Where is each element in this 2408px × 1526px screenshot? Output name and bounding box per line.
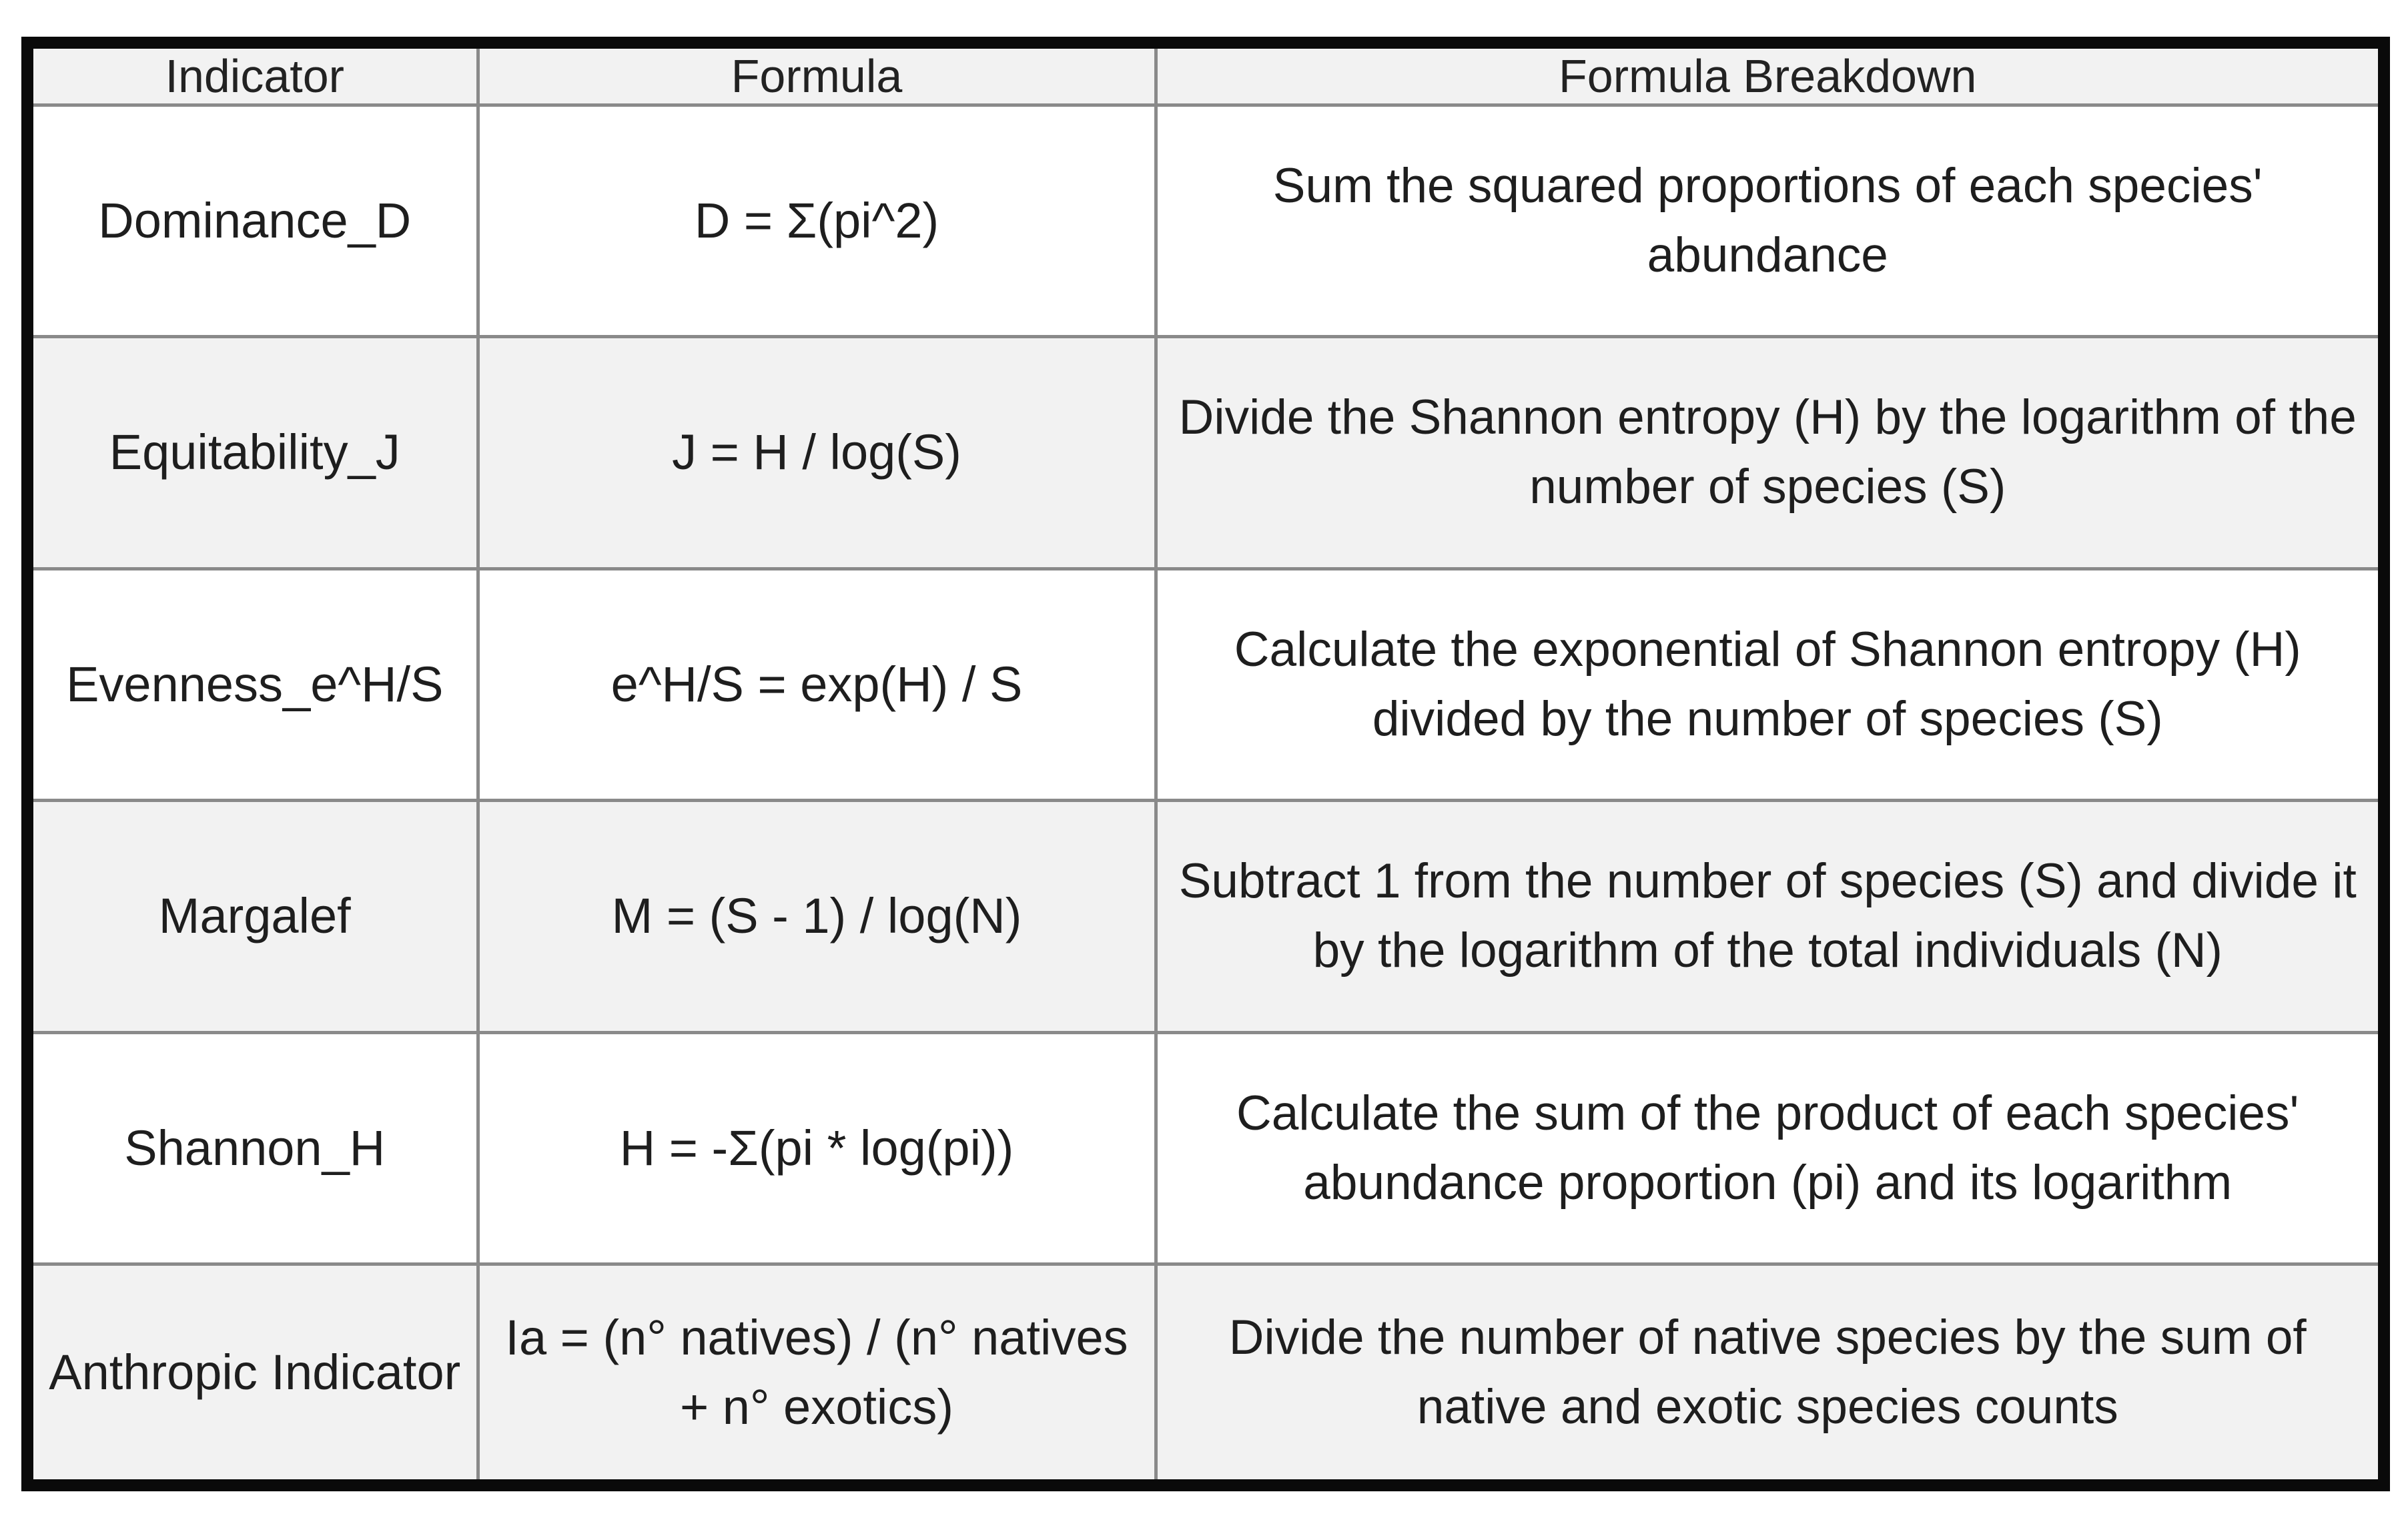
indicator-cell: [33, 568, 478, 801]
header-row: [33, 49, 2378, 105]
breakdown-cell: [1156, 1264, 2378, 1479]
indicator-text: Margalef: [158, 888, 351, 944]
table-row: [33, 801, 2378, 1033]
table-row: [33, 1032, 2378, 1264]
breakdown-text: Divide the number of native species by the sum of native and exotic species counts: [1228, 1310, 2307, 1435]
breakdown-text: Calculate the sum of the product of each species' abundance proportion (pi) and its logarithm: [1236, 1086, 2299, 1210]
breakdown-cell: [1156, 801, 2378, 1033]
indicator-text: Anthropic Indicator: [49, 1345, 461, 1401]
indicator-cell: [33, 801, 478, 1033]
formula-cell: [478, 337, 1156, 569]
breakdown-text: Divide the Shannon entropy (H) by the logarithm of the number of species (S): [1178, 390, 2357, 514]
breakdown-text: Calculate the exponential of Shannon entropy (H) divided by the number of species (S): [1234, 622, 2301, 746]
indicator-text: Equitability_J: [109, 424, 400, 480]
indicator-cell: [33, 1264, 478, 1479]
formula-text: Ia = (n° natives) / (n° natives + n° exotics): [505, 1310, 1128, 1435]
formula-cell: [478, 1264, 1156, 1479]
formula-text: D = Σ(pi^2): [694, 192, 939, 248]
breakdown-text: Subtract 1 from the number of species (S) and divide it by the logarithm of the total individuals (N): [1178, 854, 2357, 978]
formula-text: H = -Σ(pi * log(pi)): [619, 1120, 1014, 1176]
formula-cell: [478, 801, 1156, 1033]
table-row: [33, 568, 2378, 801]
breakdown-cell: [1156, 568, 2378, 801]
table-row: [33, 105, 2378, 337]
formula-cell: [478, 105, 1156, 337]
breakdown-text: Sum the squared proportions of each species' abundance: [1272, 158, 2263, 282]
indicator-table-frame: [21, 37, 2390, 1491]
indicator-text: Evenness_e^H/S: [66, 656, 444, 712]
header-formula: Formula: [478, 49, 1156, 105]
formula-text: e^H/S = exp(H) / S: [611, 656, 1023, 712]
header-formula-breakdown: Formula Breakdown: [1156, 49, 2378, 105]
indicator-cell: [33, 1032, 478, 1264]
header-indicator: Indicator: [33, 49, 478, 105]
table-body: [33, 105, 2378, 1479]
formula-cell: [478, 568, 1156, 801]
table-header: [33, 49, 2378, 105]
formula-cell: [478, 1032, 1156, 1264]
indicator-text: Dominance_D: [98, 192, 412, 248]
breakdown-cell: [1156, 1032, 2378, 1264]
indicator-text: Shannon_H: [124, 1120, 386, 1176]
table-row: [33, 1264, 2378, 1479]
breakdown-cell: [1156, 105, 2378, 337]
indicator-cell: [33, 337, 478, 569]
indicator-table: [33, 49, 2378, 1479]
table-row: [33, 337, 2378, 569]
formula-text: J = H / log(S): [672, 424, 961, 480]
breakdown-cell: [1156, 337, 2378, 569]
indicator-cell: [33, 105, 478, 337]
formula-text: M = (S - 1) / log(N): [611, 888, 1022, 944]
